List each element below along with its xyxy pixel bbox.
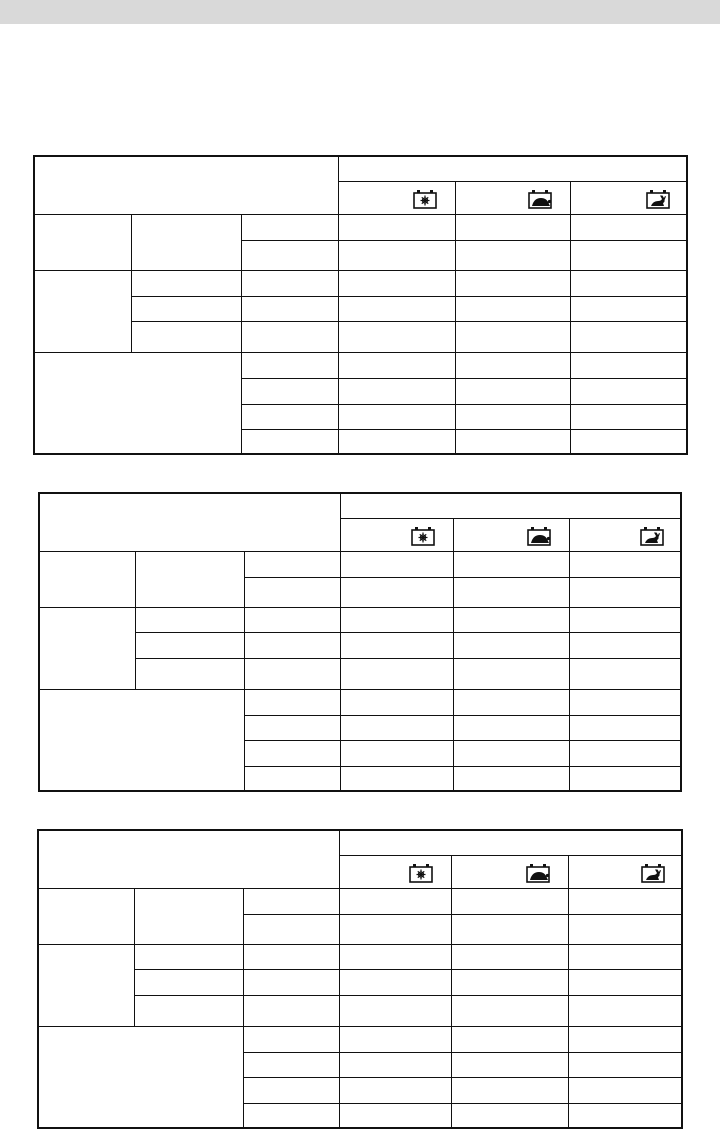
row-rule [243,1052,683,1053]
header-divider [339,829,340,888]
mode-col-divider [455,181,456,214]
body-col-divider [570,214,571,455]
mode-col-divider [570,181,571,214]
mode-col-divider [569,518,570,551]
row-rule [135,632,682,633]
body-col-divider [135,551,136,689]
row-rule [244,766,682,767]
row-rule [135,658,682,659]
group-rule [38,607,682,608]
rabbit-battery-icon [639,861,667,885]
body-col-divider [339,888,340,1129]
snowflake-battery-icon [407,861,435,885]
mode-header-rule [339,855,683,856]
row-rule [244,715,682,716]
row-rule [241,240,688,241]
body-col-divider [134,888,135,1026]
row-rule [131,296,688,297]
row-rule [243,914,683,915]
group-rule [37,944,683,945]
row-rule [243,1103,683,1104]
body-col-divider [338,214,339,455]
body-col-divider [568,888,569,1129]
row-rule [241,404,688,405]
group-rule [33,352,688,353]
row-rule [243,1077,683,1078]
body-col-divider [569,551,570,792]
group-rule [37,1026,683,1027]
rabbit-battery-icon [644,187,672,211]
mode-header-rule [340,518,682,519]
row-rule [241,378,688,379]
mode-col-divider [568,855,569,888]
turtle-battery-icon [526,187,554,211]
row-rule [134,969,683,970]
header-divider [340,492,341,551]
page-header-bar [0,0,720,24]
turtle-battery-icon [524,861,552,885]
snowflake-battery-icon [411,187,439,211]
body-col-divider [243,888,244,1129]
header-divider [0,24,720,27]
body-col-divider [451,888,452,1129]
mode-col-divider [453,518,454,551]
turtle-battery-icon [525,524,553,548]
body-col-divider [340,551,341,792]
row-rule [244,740,682,741]
body-col-divider [241,214,242,455]
snowflake-battery-icon [409,524,437,548]
mode-col-divider [451,855,452,888]
row-rule [131,321,688,322]
body-col-divider [244,551,245,792]
row-rule [241,429,688,430]
body-col-divider [131,214,132,352]
body-col-divider [453,551,454,792]
header-divider [338,155,339,214]
row-rule [244,577,682,578]
group-rule [33,270,688,271]
row-rule [134,995,683,996]
group-rule [38,689,682,690]
rabbit-battery-icon [638,524,666,548]
body-col-divider [455,214,456,455]
mode-header-rule [338,181,688,182]
